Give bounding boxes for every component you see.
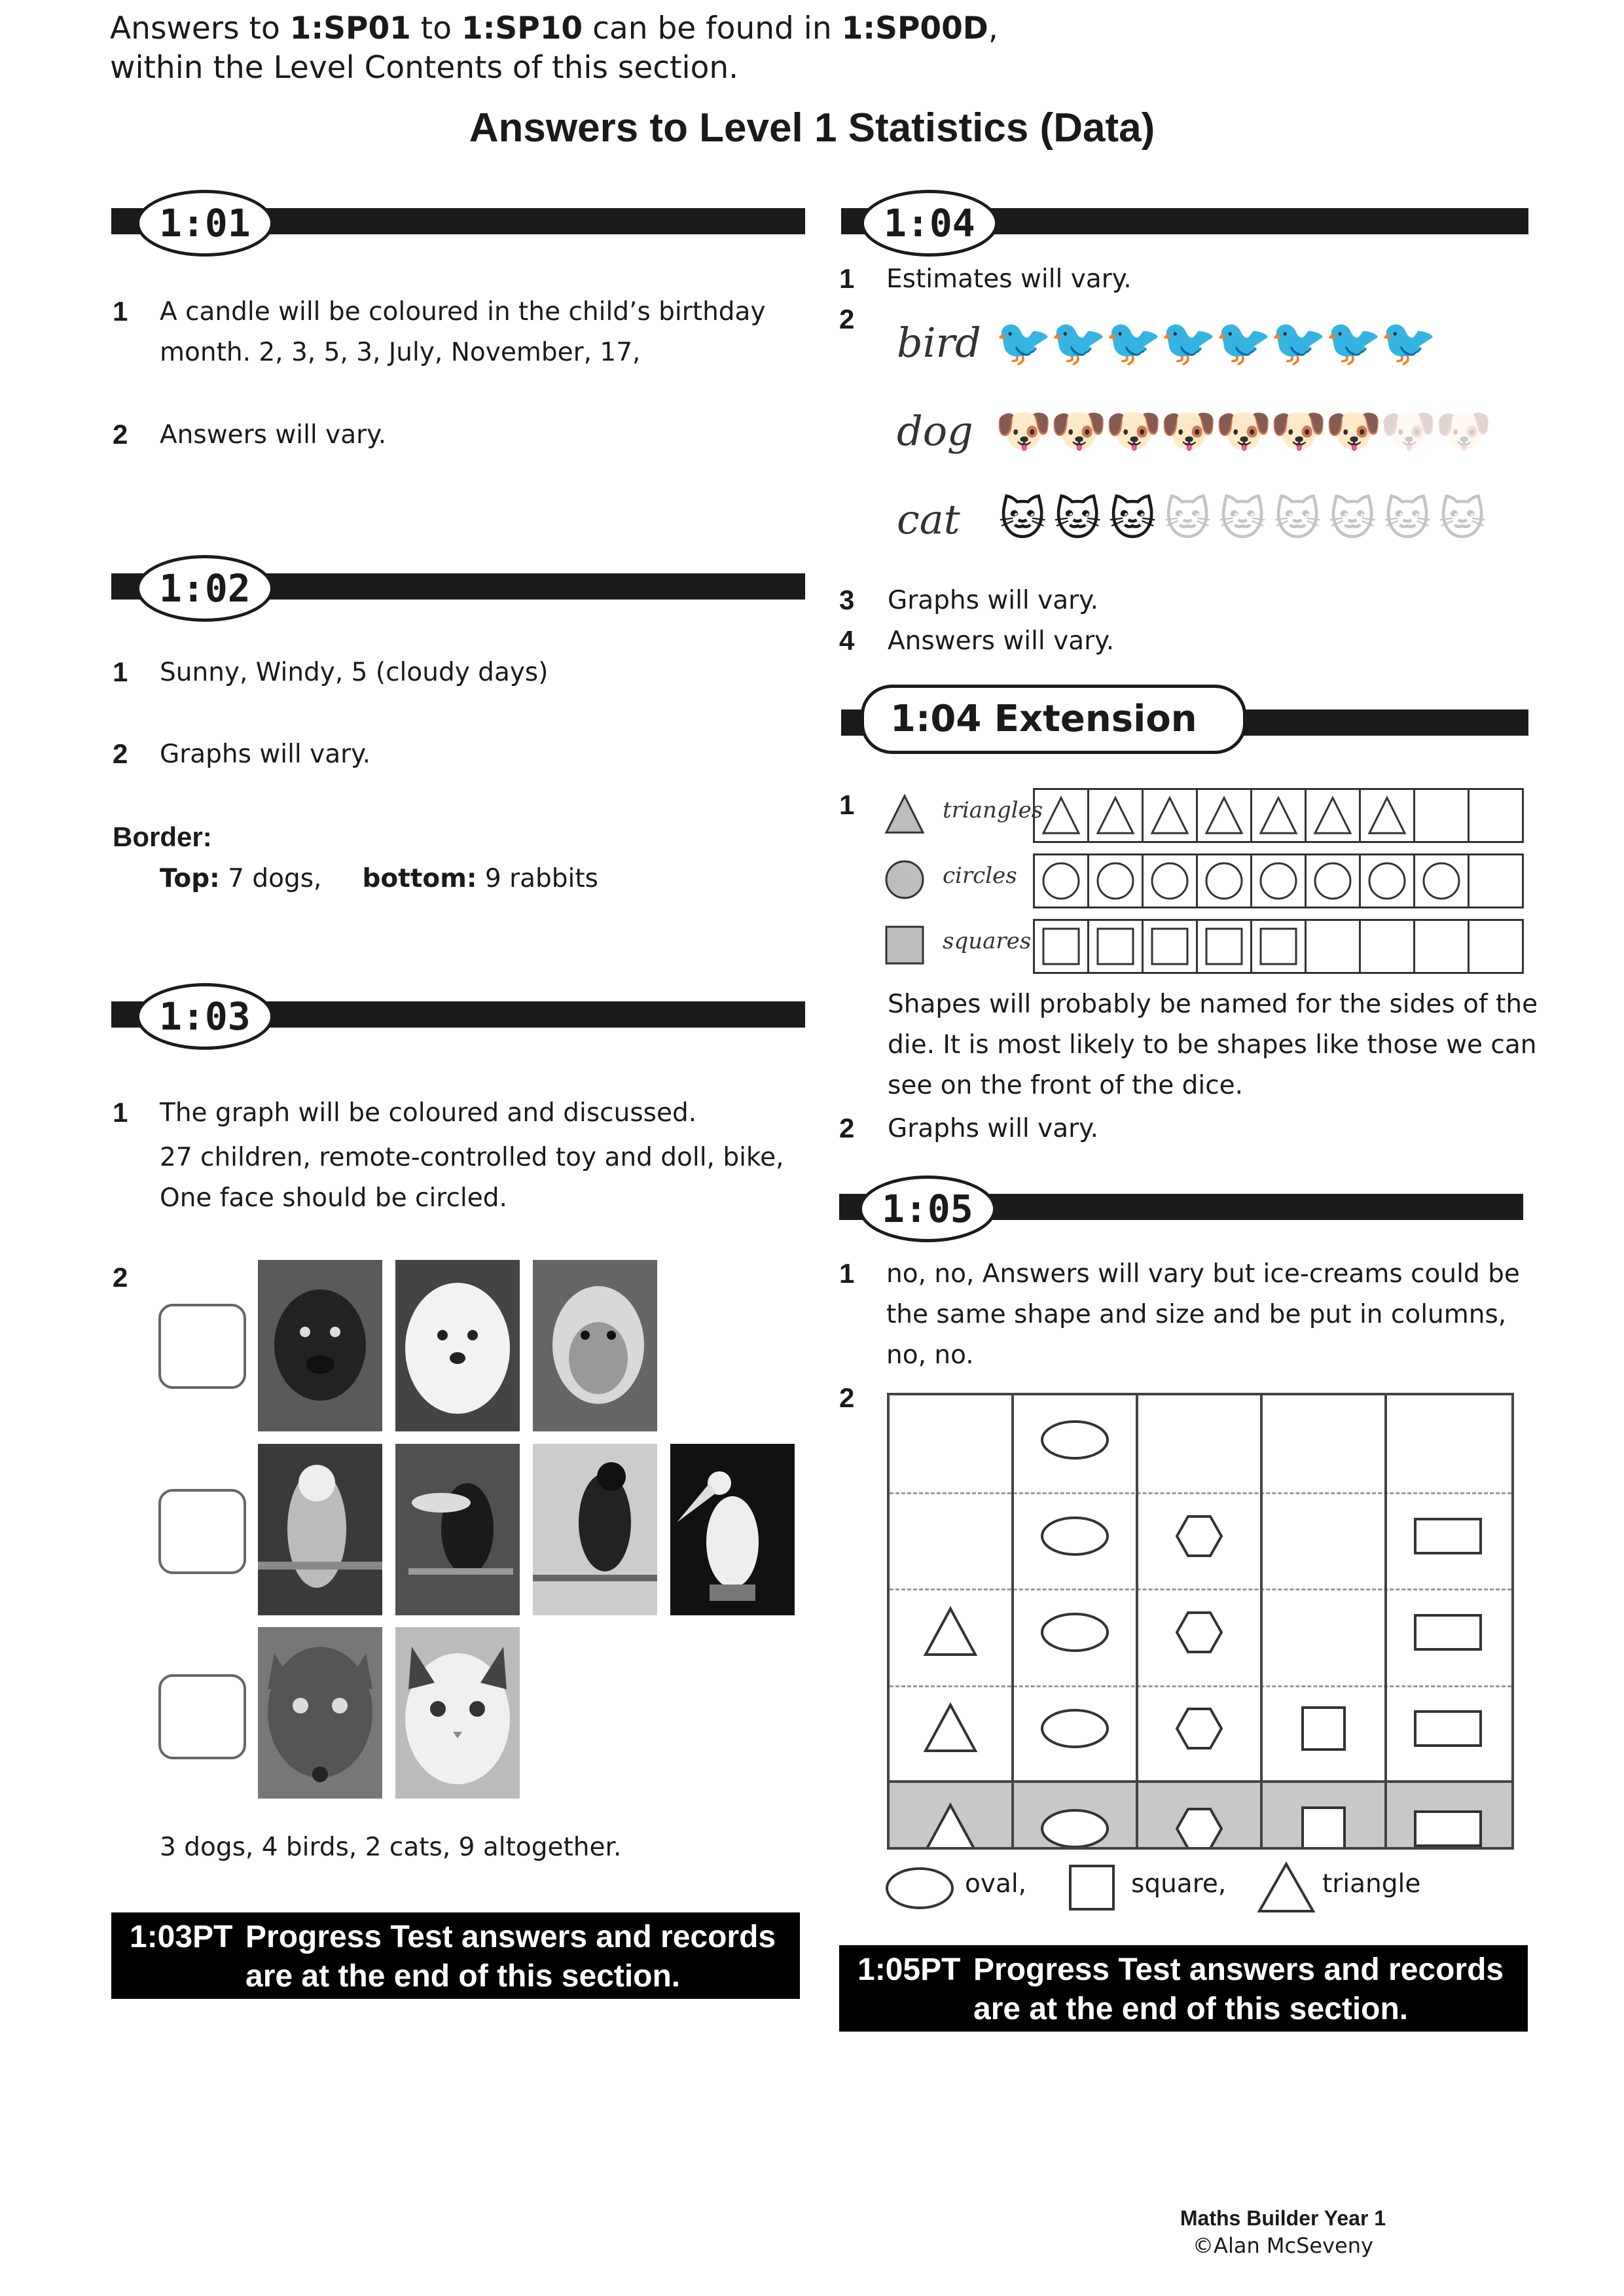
triangle-icon — [1041, 795, 1081, 836]
graph-legend — [884, 1857, 1512, 1916]
question-number: 2 — [839, 304, 855, 334]
legend-oval-label: oval, — [965, 1869, 1027, 1899]
square-icon — [884, 924, 926, 966]
question-number: 3 — [839, 584, 855, 615]
question-number: 2 — [113, 738, 128, 769]
graph-mark-oval — [1042, 1710, 1108, 1747]
intro-text: can be found in — [583, 10, 842, 46]
section-code: 1:01 — [136, 190, 274, 257]
progress-test-code: 1:03PT — [130, 1920, 233, 1954]
ice-cream-graph — [887, 1393, 1514, 1850]
tally-cell — [1198, 921, 1252, 972]
tally-cell — [1035, 790, 1089, 841]
progress-test-code: 1:05PT — [857, 1952, 961, 1987]
square-icon — [1258, 926, 1299, 967]
tally-cell — [1252, 790, 1307, 841]
pictograph-row — [897, 483, 1490, 555]
question-number: 2 — [839, 1113, 855, 1143]
bird-photo — [258, 1444, 382, 1615]
graph-mark-hexagon — [1177, 1613, 1221, 1652]
square-icon — [1204, 926, 1244, 967]
answer-text: Answers will vary. — [888, 626, 1115, 656]
tally-cell — [1198, 790, 1252, 841]
section-code: 1:02 — [136, 555, 274, 622]
book-title: Maths Builder Year 1 — [1180, 2206, 1386, 2230]
dog-photo — [395, 1260, 520, 1431]
oval-icon — [884, 1865, 956, 1911]
bird-icon: 🐦 — [1270, 315, 1327, 369]
tally-cell — [1361, 921, 1415, 972]
section-code: 1:04 — [861, 190, 998, 257]
dog-icon: 🐶 — [1050, 404, 1108, 457]
graph-mark-oval — [1042, 1518, 1108, 1554]
answer-text: Graphs will vary. — [888, 586, 1099, 615]
bottom-value: 9 rabbits — [477, 864, 598, 893]
tally-box-dogs[interactable] — [158, 1304, 246, 1389]
circle-icon — [1204, 861, 1244, 901]
tally-cell — [1415, 790, 1470, 841]
dog-icon: 🐶 — [1325, 404, 1382, 457]
bird-photo — [533, 1444, 657, 1615]
answer-line: die. It is most likely to be shapes like those we can — [888, 1030, 1537, 1060]
graph-mark-square — [1303, 1808, 1344, 1847]
section-header-1-04 — [841, 190, 1528, 255]
intro-text: to — [410, 10, 461, 46]
cat-photo — [258, 1627, 382, 1799]
answer-text — [886, 1254, 1520, 1376]
pictograph-row — [897, 395, 1490, 467]
triangle-icon — [1149, 795, 1190, 836]
intro-code-sp01: 1:SP01 — [289, 10, 411, 46]
square-icon — [1068, 1864, 1115, 1911]
triangle-icon — [1312, 795, 1353, 836]
intro-code-sp00d: 1:SP00D — [841, 10, 988, 46]
graph-mark-oval — [1042, 1810, 1108, 1847]
graph-mark-hexagon — [1177, 1709, 1221, 1748]
circle-icon — [1041, 861, 1081, 901]
answer-line: no, no, Answers will vary but ice-creams could be — [886, 1259, 1520, 1289]
cat-icon: 🐱 — [1053, 492, 1102, 546]
progress-test-message: Progress Test answers and records are at the end of this section. — [973, 1952, 1504, 2026]
tally-cell — [1307, 855, 1361, 906]
bird-icon: 🐦 — [1215, 315, 1272, 369]
tally-cells — [1033, 853, 1524, 908]
dog-photo — [258, 1260, 382, 1431]
triangle-icon — [1258, 795, 1299, 836]
pictograph-row — [897, 306, 1435, 378]
extension-explanation — [888, 984, 1542, 1106]
square-icon — [1149, 926, 1190, 967]
circle-icon — [1367, 861, 1407, 901]
answer-line: 27 children, remote-controlled toy and doll, bike, — [160, 1143, 784, 1172]
answer-text: Graphs will vary. — [888, 1114, 1099, 1143]
answer-line: the same shape and size and be put in columns, — [886, 1300, 1507, 1329]
bird-icon: 🐦 — [1380, 315, 1437, 369]
tally-cell — [1470, 855, 1522, 906]
cat-icon: 🐱 — [1218, 492, 1267, 546]
triangle-icon — [1367, 795, 1407, 836]
graph-mark-triangle — [926, 1805, 975, 1847]
question-number: 1 — [839, 1258, 855, 1289]
tally-cell — [1089, 855, 1144, 906]
graph-mark-oval — [1042, 1422, 1108, 1458]
answer-line: see on the front of the dice. — [888, 1071, 1244, 1100]
graph-mark-hexagon — [1177, 1809, 1221, 1847]
tally-cell — [1415, 921, 1470, 972]
legend-triangle-label: triangle — [1322, 1869, 1421, 1899]
section-header-1-01 — [111, 190, 805, 255]
tally-cell — [1035, 855, 1089, 906]
cat-icon: 🐱 — [1328, 492, 1377, 546]
question-number: 1 — [113, 296, 128, 327]
cat-icon: 🐱 — [1383, 492, 1432, 546]
page-title: Answers to Level 1 Statistics (Data) — [469, 105, 1155, 151]
answer-line: no, no. — [886, 1340, 974, 1370]
circle-icon — [1095, 861, 1136, 901]
cat-icon: 🐱 — [1438, 492, 1487, 546]
graph-mark-rectangle — [1415, 1615, 1481, 1649]
pictograph-label: dog — [897, 406, 973, 455]
animal-count-summary: 3 dogs, 4 birds, 2 cats, 9 altogether. — [160, 1833, 622, 1862]
dog-icon: 🐶 — [1105, 404, 1163, 457]
section-code: 1:03 — [136, 983, 274, 1050]
dog-icon: 🐶 — [1160, 404, 1218, 457]
question-number: 1 — [839, 789, 855, 820]
intro-text: Answers to — [110, 10, 290, 46]
bird-icon: 🐦 — [995, 315, 1053, 369]
answer-text: Estimates will vary. — [886, 264, 1132, 294]
tally-cell — [1089, 790, 1144, 841]
cat-icon: 🐱 — [998, 492, 1047, 546]
copyright: ©Alan McSeveny — [1193, 2233, 1373, 2258]
tally-box-birds[interactable] — [158, 1489, 246, 1574]
progress-test-box-1-05 — [839, 1945, 1528, 2032]
triangle-icon — [1257, 1861, 1316, 1914]
section-code: 1:04 Extension — [861, 685, 1246, 754]
question-number: 1 — [113, 656, 128, 687]
tally-cell — [1144, 855, 1198, 906]
triangle-icon — [1095, 795, 1136, 836]
cat-icon: 🐱 — [1273, 492, 1322, 546]
bird-icon: 🐦 — [1105, 315, 1163, 369]
answer-text: Answers will vary. — [160, 420, 387, 450]
graph-mark-rectangle — [1415, 1519, 1481, 1553]
question-number: 2 — [839, 1382, 855, 1413]
tally-cell — [1089, 921, 1144, 972]
tally-cell — [1035, 921, 1089, 972]
dog-icon: 🐶 — [1380, 404, 1437, 457]
dog-icon: 🐶 — [995, 404, 1053, 457]
cat-photo — [395, 1627, 520, 1799]
intro-line-2: within the Level Contents of this section. — [110, 50, 739, 86]
top-value: 7 dogs, — [219, 864, 322, 893]
answer-line: month. 2, 3, 5, 3, July, November, 17, — [160, 338, 641, 367]
square-icon — [1041, 926, 1081, 967]
section-header-1-02 — [111, 555, 805, 620]
question-number: 2 — [113, 419, 128, 450]
circle-icon — [1421, 861, 1462, 901]
triangle-icon — [1204, 795, 1244, 836]
tally-cells — [1033, 788, 1524, 843]
graph-mark-triangle — [926, 1705, 975, 1751]
extension-row-label: circles — [943, 863, 1017, 889]
border-answer — [160, 859, 598, 899]
dog-icon: 🐶 — [1215, 404, 1272, 457]
answer-line: The graph will be coloured and discussed. — [160, 1098, 697, 1128]
intro-code-sp10: 1:SP10 — [461, 10, 583, 46]
dog-photo — [533, 1260, 657, 1431]
tally-box-cats[interactable] — [158, 1674, 246, 1759]
intro-text: , — [988, 10, 998, 46]
tally-cell — [1144, 921, 1198, 972]
bird-photo — [395, 1444, 520, 1615]
tally-cell — [1361, 855, 1415, 906]
cat-icon: 🐱 — [1163, 492, 1212, 546]
tally-cell — [1144, 790, 1198, 841]
question-number: 4 — [839, 625, 855, 656]
tally-cell — [1198, 855, 1252, 906]
top-label: Top: — [160, 864, 220, 893]
answer-line: Shapes will probably be named for the sides of the — [888, 990, 1538, 1019]
pictograph-label: cat — [897, 495, 960, 543]
graph-mark-rectangle — [1415, 1712, 1481, 1746]
section-header-1-05 — [839, 1175, 1523, 1241]
tally-cell — [1470, 921, 1522, 972]
circle-icon — [1312, 861, 1353, 901]
graph-mark-oval — [1042, 1614, 1108, 1651]
cat-icon: 🐱 — [1108, 492, 1157, 546]
answer-line: One face should be circled. — [160, 1183, 507, 1213]
bird-photo — [670, 1444, 795, 1615]
circle-icon — [1258, 861, 1299, 901]
bottom-label: bottom: — [362, 864, 477, 893]
graph-mark-rectangle — [1415, 1812, 1481, 1846]
pictograph-label: bird — [897, 318, 981, 367]
graph-mark-square — [1303, 1708, 1344, 1749]
dog-icon: 🐶 — [1270, 404, 1327, 457]
question-number: 1 — [113, 1097, 128, 1128]
circle-icon — [1149, 861, 1190, 901]
progress-test-message: Progress Test answers and records are at the end of this section. — [245, 1920, 776, 1994]
extension-row-label: triangles — [943, 797, 1043, 823]
animal-pictograph — [897, 306, 1525, 555]
answer-text — [160, 1093, 784, 1219]
answer-text: Sunny, Windy, 5 (cloudy days) — [160, 658, 549, 687]
legend-square-label: square, — [1131, 1869, 1227, 1899]
square-icon — [1095, 926, 1136, 967]
triangle-icon — [884, 793, 926, 835]
question-number: 1 — [839, 263, 855, 294]
section-header-1-04-extension — [841, 685, 1528, 761]
answer-text: Graphs will vary. — [160, 740, 371, 769]
tally-cell — [1307, 921, 1361, 972]
graph-mark-triangle — [926, 1609, 975, 1655]
graph-mark-hexagon — [1177, 1516, 1221, 1556]
extension-row-label: squares — [943, 928, 1032, 954]
page-footer — [1126, 2204, 1440, 2259]
intro-note — [110, 9, 1223, 88]
bird-icon: 🐦 — [1325, 315, 1382, 369]
circle-icon — [884, 859, 926, 901]
answer-line: A candle will be coloured in the child’s birthday — [160, 297, 766, 327]
tally-cell — [1252, 855, 1307, 906]
tally-cell — [1307, 790, 1361, 841]
tally-cell — [1252, 921, 1307, 972]
tally-cell — [1470, 790, 1522, 841]
dog-icon: 🐶 — [1435, 404, 1492, 457]
graph-shapes — [890, 1395, 1511, 1847]
section-code: 1:05 — [859, 1175, 996, 1242]
bird-icon: 🐦 — [1050, 315, 1108, 369]
section-header-1-03 — [111, 983, 805, 1049]
tally-cells — [1033, 919, 1524, 974]
answer-text — [160, 292, 766, 373]
tally-cell — [1361, 790, 1415, 841]
tally-cell — [1415, 855, 1470, 906]
bird-icon: 🐦 — [1160, 315, 1218, 369]
progress-test-box-1-03 — [111, 1912, 800, 1999]
border-title: Border: — [113, 821, 212, 852]
question-number: 2 — [113, 1262, 128, 1293]
